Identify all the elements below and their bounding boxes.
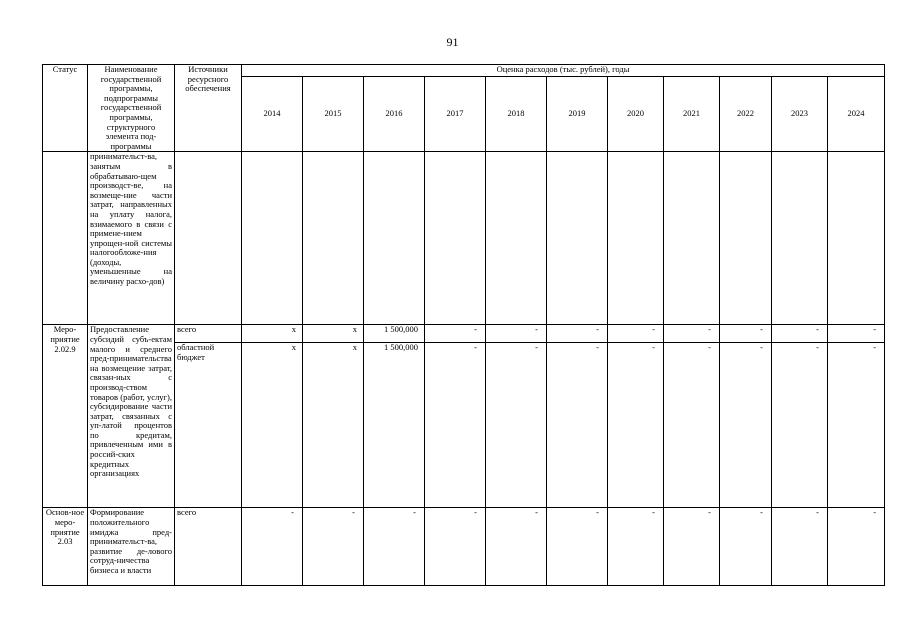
- header-year-2018: 2018: [486, 76, 547, 151]
- header-year-2015: 2015: [303, 76, 364, 151]
- page-number: 91: [446, 35, 459, 49]
- header-name: Наименование государственной программы, подпрограммы государственной программы, структурного элемента под-программы: [88, 65, 175, 152]
- continuation-source-cell: [175, 152, 242, 325]
- value-cell-2017: -: [425, 508, 486, 586]
- value-cell-2017: -: [425, 325, 486, 343]
- value-cell-2020: -: [608, 343, 664, 508]
- value-cell-2016: 1 500,000: [364, 325, 425, 343]
- header-year-2022: 2022: [720, 76, 772, 151]
- header-year-2023: 2023: [772, 76, 828, 151]
- value-cell-2022: -: [720, 343, 772, 508]
- value-cell-2020: -: [608, 508, 664, 586]
- header-year-2020: 2020: [608, 76, 664, 151]
- header-year-2014: 2014: [242, 76, 303, 151]
- header-source: Источники ресурсного обеспечения: [175, 65, 242, 152]
- header-year-2016: 2016: [364, 76, 425, 151]
- header-estimate: Оценка расходов (тыс. рублей), годы: [242, 65, 885, 77]
- value-cell-2023: -: [772, 508, 828, 586]
- value-cell-2023: -: [772, 325, 828, 343]
- header-year-2024: 2024: [828, 76, 885, 151]
- value-cell-2014: x: [242, 343, 303, 508]
- status-cell: Основ-ное меро-приятие 2.03: [43, 508, 88, 586]
- value-cell-2016: -: [364, 508, 425, 586]
- table-row: [43, 325, 885, 343]
- continuation-status-cell: [43, 152, 88, 325]
- value-cell-2021: -: [664, 325, 720, 343]
- value-cell-2023: -: [772, 343, 828, 508]
- value-cell-2014: x: [242, 325, 303, 343]
- expense-table: [42, 64, 885, 586]
- header-year-2021: 2021: [664, 76, 720, 151]
- header-status: Статус: [43, 65, 88, 152]
- value-cell-2021: -: [664, 508, 720, 586]
- value-cell-2022: -: [720, 325, 772, 343]
- continuation-name: принимательст-ва, занятым в обрабатываю-щем производст-ве, на возмеще-ние части затрат, направленных на уплату налога, взимаемого в связи с примене-нием упрощен-ной системы налогообложе-ния (доходы, уменьшенные на величину расхо-дов): [88, 152, 175, 325]
- value-cell-2018: -: [486, 508, 547, 586]
- value-cell-2020: -: [608, 325, 664, 343]
- source-cell: всего: [175, 325, 242, 343]
- value-cell-2016: 1 500,000: [364, 343, 425, 508]
- value-cell-2014: -: [242, 508, 303, 586]
- value-cell-2015: x: [303, 325, 364, 343]
- value-cell-2015: x: [303, 343, 364, 508]
- value-cell-2022: -: [720, 508, 772, 586]
- value-cell-2024: -: [828, 325, 885, 343]
- source-cell: всего: [175, 508, 242, 586]
- value-cell-2021: -: [664, 343, 720, 508]
- value-cell-2019: -: [547, 508, 608, 586]
- value-cell-2019: -: [547, 325, 608, 343]
- header-year-2019: 2019: [547, 76, 608, 151]
- value-cell-2024: -: [828, 508, 885, 586]
- value-cell-2019: -: [547, 343, 608, 508]
- value-cell-2017: -: [425, 343, 486, 508]
- header-year-2017: 2017: [425, 76, 486, 151]
- source-cell: областной бюджет: [175, 343, 242, 508]
- name-cell: Предоставление субсидий субъ-ектам малого и среднего пред-принимательства на возмещение затрат, связан-ных с производ-ством товаров (работ, услуг), субсидирование части затрат, связанных с уп-латой процентов по кредитам, привлеченным ими в россий-ских кредитных организациях: [88, 325, 175, 508]
- value-cell-2018: -: [486, 325, 547, 343]
- value-cell-2018: -: [486, 343, 547, 508]
- name-cell: Формирование положительного имиджа пред-принимательст-ва, развитие де-лового сотруд-ничества бизнеса и власти: [88, 508, 175, 586]
- status-cell: Меро-приятие 2.02.9: [43, 325, 88, 508]
- table-row: [43, 508, 885, 586]
- value-cell-2015: -: [303, 508, 364, 586]
- value-cell-2024: -: [828, 343, 885, 508]
